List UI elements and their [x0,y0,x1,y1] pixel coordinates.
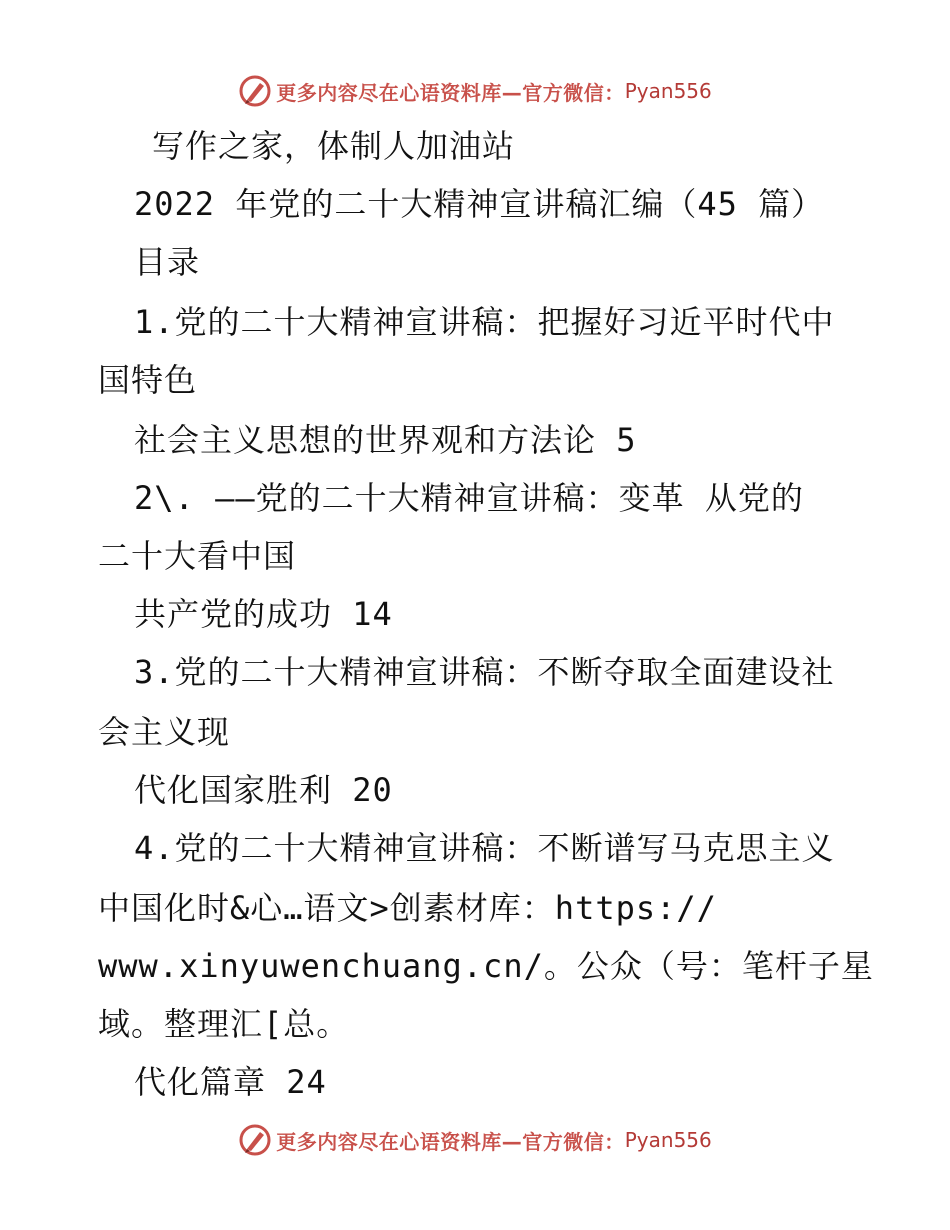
toc-item-4-end: 代化篇章 24 [134,1063,327,1101]
toc-item-3: 3.党的二十大精神宣讲稿：不断夺取全面建设社 [134,653,835,691]
pen-logo-icon [238,74,272,108]
toc-item-2: 2\. ——党的二十大精神宣讲稿：变革 从党的 [134,479,804,517]
toc-item-4: 4.党的二十大精神宣讲稿：不断谱写马克思主义 [134,829,835,867]
watermark-text: 更多内容尽在心语资料库—官方微信： [276,1129,625,1154]
toc-item-1: 1.党的二十大精神宣讲稿：把握好习近平时代中 [134,303,835,341]
toc-heading: 目录 [134,243,201,281]
pen-logo-icon [238,1123,272,1157]
watermark-text: 更多内容尽在心语资料库—官方微信： [276,80,625,105]
toc-item-1-end: 社会主义思想的世界观和方法论 5 [134,421,637,459]
source-notice-cont: 域。整理汇[总。 [98,1005,350,1043]
source-notice: www.xinyuwenchuang.cn/。公众（号：笔杆子星 [98,947,874,985]
watermark-wechat-id: Pyan556 [624,79,712,103]
footer-watermark [0,1120,950,1160]
doc-title: 2022 年党的二十大精神宣讲稿汇编（45 篇） [134,185,825,223]
toc-item-2-cont: 二十大看中国 [98,537,297,575]
toc-item-3-cont: 会主义现 [98,713,231,751]
doc-subtitle: 写作之家，体制人加油站 [152,127,516,165]
toc-item-1-cont: 国特色 [98,361,198,399]
toc-item-4-cont: 中国化时&心…语文>创素材库：https:// [98,889,717,927]
header-watermark [0,71,950,111]
watermark-wechat-id: Pyan556 [624,1128,712,1152]
toc-item-2-end: 共产党的成功 14 [134,595,393,633]
toc-item-3-end: 代化国家胜利 20 [134,771,393,809]
